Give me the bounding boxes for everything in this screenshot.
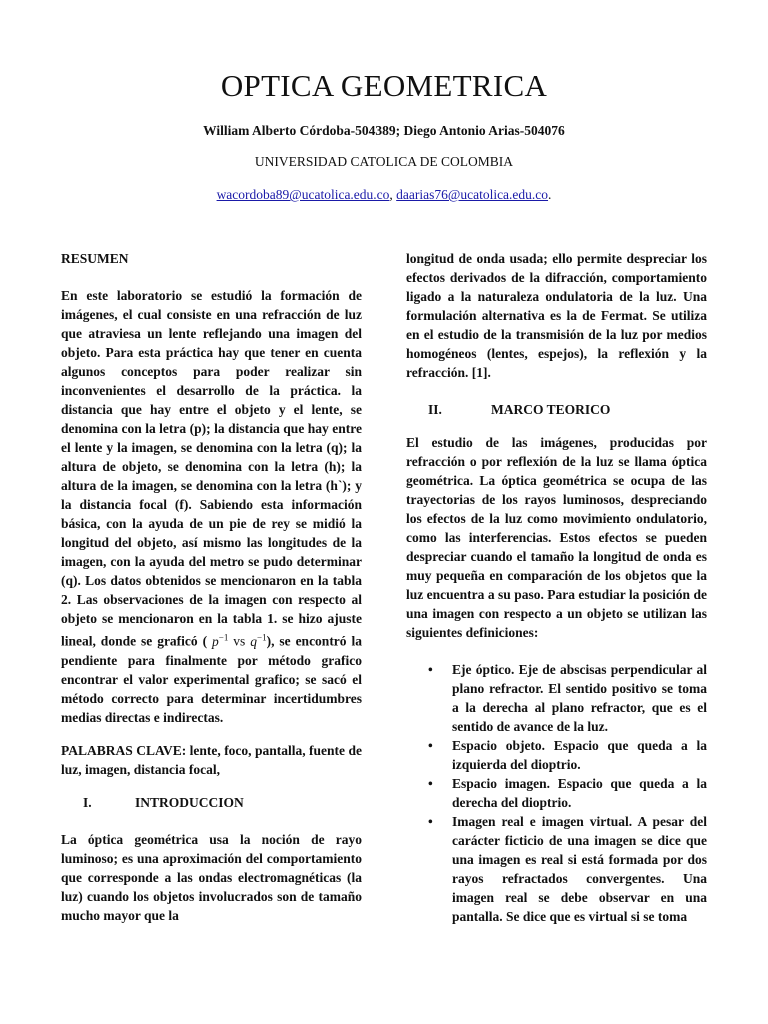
keywords: PALABRAS CLAVE: lente, foco, pantalla, fuente de luz, imagen, distancia focal, [61,742,362,777]
author-line: William Alberto Córdoba-504389; Diego Antonio Arias-504076 [203,123,565,138]
bullet-icon: • [428,776,433,791]
math-q-inverse: $q^{-1}$ [250,632,267,649]
introduction-continuation: longitud de onda usada; ello permite despreciar los efectos derivados de la difracción, comportamiento ligado a la naturaleza ondulatoria de la luz. Una formulación alternativa es la de Fermat. Se utiliza en el estudio de la transmisión de la luz por medios homogéneos (lentes, espejos), la reflexión y la refracción. [1]. [406,251,707,380]
email-end: . [548,187,552,202]
university-line: UNIVERSIDAD CATOLICA DE COLOMBIA [254,154,514,169]
abstract-text [61,286,362,727]
abstract-text-part2: ), se encontró la pendiente para finalmente por método grafico encontrar el valor experimental grafico; se sacó el método correcto para determinar incertidumbres medias directas e indirectas. [61,633,362,725]
section-heading-marco-teorico [406,400,707,419]
email-line [0,187,768,203]
theory-text: El estudio de las imágenes, producidas por refracción o por reflexión de la luz se llama óptica geométrica. La óptica geométrica se ocupa de las trayectorias de los rayos luminosos, despreciando los efectos de la luz como movimiento ondulatorio, como las interferencias. Estos efectos se pueden despreciar cuando el tamaño la longitud de onda es muy pequeña en comparación de los objetos que la luz encuentra a su paso. Para estudiar la posición de una imagen con respecto a un objeto se utilizan las siguientes definiciones: [406,435,707,640]
bullet-icon: • [428,814,433,829]
section-heading-introduccion [61,793,362,812]
introduction-text: La óptica geométrica usa la noción de rayo luminoso; es una aproximación del comportamiento que corresponde a las ondas electromagnéticas (la luz) cuando los objetos involucrados son de tamaño mucho mayor que la [61,831,362,923]
left-column [61,249,362,925]
math-vs: vs [228,633,251,649]
email-separator: , [389,187,397,202]
list-item: • Espacio imagen. Espacio que queda a la derecha del dioptrio. [428,776,707,810]
abstract-heading: RESUMEN [61,251,129,266]
paper-title: OPTICA GEOMETRICA [220,68,548,103]
section-title: INTRODUCCION [135,794,244,810]
email-link-arias[interactable]: daarias76@ucatolica.edu.co [396,187,549,202]
section-number: I. [83,794,92,810]
list-item: • Eje óptico. Eje de abscisas perpendicular al plano refractor. El sentido positivo se toma a la derecha al plano refractor, que es el sentido de avance de la luz. [428,662,707,734]
math-p-inverse: $p^{-1}$ [212,632,229,649]
abstract-text-part1: En este laboratorio se estudió la formación de imágenes, el cual consiste en una refracción de luz que atraviesa un lente reflejando una imagen del objeto. Para esta práctica hay que tener en cuenta algunos conceptos para poder realizar sin inconvenientes el desarrollo de la práctica. la distancia que hay entre el objeto y el lente, se denomina con la letra (p); la distancia que hay entre el lente y la imagen, se denomina con la letra (q); la altura de objeto, se denomina con la letra (h); la altura de la imagen, se denomina con la letra (h`); y la distancia focal (f). Sabiendo esta información básica, con la ayuda de un pie de rey se midió la longitud del objeto, así mismo las longitudes de la imagen, con la ayuda del metro se pudo determinar (q). Los datos obtenidos se mencionaron en la tabla 2. Las observaciones de la imagen con respecto al objeto se mencionaron en la tabla 1. se hizo ajuste lineal, donde se graficó ( [61,288,362,649]
bullet-icon: • [428,662,433,677]
list-item: • Espacio objeto. Espacio que queda a la izquierda del dioptrio. [428,738,707,772]
definitions-list [406,660,707,926]
section-number: II. [428,402,442,417]
right-column [406,249,707,926]
list-item: • Imagen real e imagen virtual. A pesar del carácter ficticio de una imagen se dice que una imagen es real si está formada por dos rayos refractados convergentes. Una imagen real se debe observar en una pantalla. Se dice que es virtual si se toma [428,814,707,924]
bullet-icon: • [428,738,433,753]
section-title: MARCO TEORICO [491,402,611,417]
email-link-cordoba[interactable]: wacordoba89@ucatolica.edu.co [216,187,390,202]
